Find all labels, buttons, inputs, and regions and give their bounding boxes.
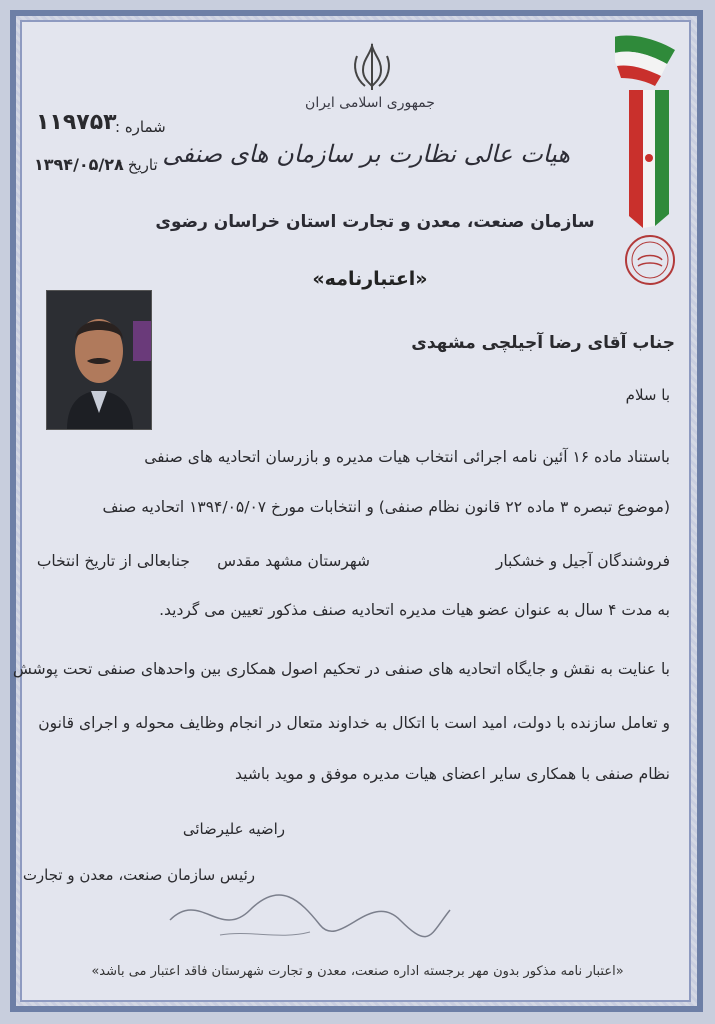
number-label: شماره :	[115, 118, 166, 136]
body-line-7: نظام صنفی با همکاری سایر اعضای هیات مدیره موفق و موید باشید	[235, 765, 670, 783]
body-line-1: باستناد ماده ۱۶ آئین نامه اجرائی انتخاب هیات مدیره و بازرسان اتحادیه های صنفی	[144, 448, 670, 466]
number-value: ۱۱۹۷۵۳	[36, 110, 117, 135]
body-line-2: (موضوع تبصره ۳ ماده ۲۲ قانون نظام صنفی) و انتخابات مورخ ۱۳۹۴/۰۵/۰۷ اتحادیه صنف	[102, 498, 670, 516]
republic-title: جمهوری اسلامی ایران	[305, 95, 435, 111]
date-label: تاریخ :	[118, 156, 158, 174]
iran-emblem-icon	[347, 42, 397, 92]
iran-flag-ribbon-icon	[615, 30, 675, 230]
footer-note: «اعتبار نامه مذکور بدون مهر برجسته اداره صنعت، معدن و تجارت شهرستان فاقد اعتبار می باشد»	[91, 964, 624, 979]
body-line-5: با عنایت به نقش و جایگاه اتحادیه های صنفی در تحکیم اصول همکاری بین واحدهای صنفی تحت پوشش	[12, 660, 670, 678]
greeting: با سلام	[625, 386, 670, 404]
organization-title: سازمان صنعت، معدن و تجارت استان خراسان رضوی	[155, 212, 595, 232]
date-value: ۱۳۹۴/۰۵/۲۸	[34, 155, 124, 174]
document-title: «اعتبارنامه»	[312, 268, 428, 290]
body-line-4: به مدت ۴ سال به عنوان عضو هیات مدیره اتحادیه صنف مذکور تعیین می گردید.	[159, 601, 670, 619]
recipient-name: جناب آقای رضا آجیلچی مشهدی	[411, 333, 675, 353]
body-line-3-guild: فروشندگان آجیل و خشکبار	[495, 552, 670, 570]
body-line-3-from: جنابعالی از تاریخ انتخاب	[36, 552, 190, 570]
body-line-3-city: شهرستان مشهد مقدس	[217, 552, 370, 570]
portrait-photo	[46, 290, 152, 430]
signatory-title: رئیس سازمان صنعت، معدن و تجارت	[22, 866, 255, 884]
signatory-name: راضیه علیرضائی	[182, 820, 285, 838]
body-line-6: و تعامل سازنده با دولت، امید است با اتکال به خداوند متعال در انجام وظایف محوله و اجرای قانون	[38, 714, 670, 732]
handwritten-signature	[160, 880, 460, 950]
seal-stamp-icon	[620, 230, 680, 290]
board-title: هیات عالی نظارت بر سازمان های صنفی	[162, 140, 570, 168]
